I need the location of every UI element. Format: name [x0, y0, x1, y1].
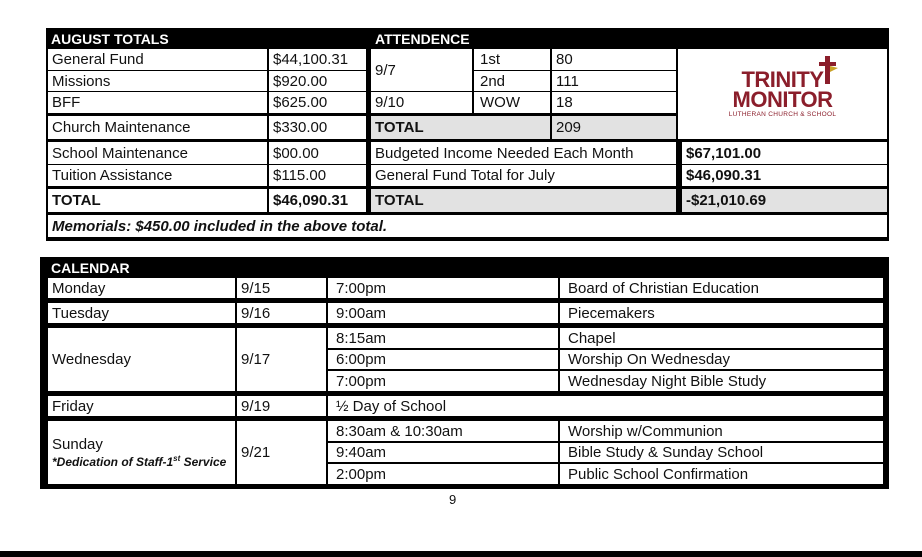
friday-note: ½ Day of School — [328, 396, 883, 416]
budget-needed-value: $67,101.00 — [682, 142, 887, 164]
attendence-service-3: WOW — [474, 92, 550, 113]
sunday-day: Sunday — [52, 436, 103, 453]
church-maintenance-value: $330.00 — [269, 116, 366, 139]
sunday-date: 9/21 — [237, 421, 326, 484]
logo-line1: TRINITY — [741, 66, 824, 92]
attendence-total-value: 209 — [552, 116, 676, 139]
wednesday-time-2: 6:00pm — [328, 350, 558, 369]
trinity-monitor-logo — [678, 49, 887, 139]
bff-value: $625.00 — [269, 92, 366, 113]
sunday-event-3: Public School Confirmation — [560, 464, 883, 484]
august-totals-header: AUGUST TOTALS — [51, 30, 169, 47]
wednesday-day: Wednesday — [48, 328, 235, 391]
school-maintenance-value: $00.00 — [269, 142, 366, 164]
monday-event: Board of Christian Education — [560, 278, 883, 298]
monday-day: Monday — [48, 278, 235, 298]
sunday-time-2: 9:40am — [328, 443, 558, 462]
tuition-assistance-value: $115.00 — [269, 165, 366, 186]
tuesday-date: 9/16 — [237, 303, 326, 323]
monday-date: 9/15 — [237, 278, 326, 298]
logo-tagline: LUTHERAN CHURCH & SCHOOL — [728, 110, 837, 118]
bottom-rule — [0, 551, 922, 557]
sunday-dedication-note: *Dedication of Staff-1st Service — [52, 454, 227, 469]
attendence-total-label: TOTAL — [371, 116, 550, 139]
school-maintenance-label: School Maintenance — [48, 142, 267, 164]
attendence-date-1: 9/7 — [371, 49, 472, 91]
calendar-header: CALENDAR — [51, 259, 130, 276]
friday-day: Friday — [48, 396, 235, 416]
wednesday-time-1: 8:15am — [328, 328, 558, 348]
logo-line2: MONITOR — [732, 86, 833, 112]
tuesday-time: 9:00am — [328, 303, 558, 323]
attendence-service-1: 1st — [474, 49, 550, 70]
attendence-count-1: 80 — [552, 49, 676, 70]
missions-label: Missions — [48, 71, 267, 91]
budget-total-label: TOTAL — [371, 189, 676, 212]
general-fund-july-label: General Fund Total for July — [371, 165, 676, 186]
memorials-note: Memorials: $450.00 included in the above total. — [48, 215, 887, 237]
wednesday-event-3: Wednesday Night Bible Study — [560, 371, 883, 391]
sunday-time-3: 2:00pm — [328, 464, 558, 484]
sunday-event-2: Bible Study & Sunday School — [560, 443, 883, 462]
attendence-date-2: 9/10 — [371, 92, 472, 113]
cross-icon — [817, 56, 839, 84]
wednesday-date: 9/17 — [237, 328, 326, 391]
sunday-day-cell — [48, 421, 235, 484]
tuesday-day: Tuesday — [48, 303, 235, 323]
tuition-assistance-label: Tuition Assistance — [48, 165, 267, 186]
general-fund-label: General Fund — [48, 49, 267, 70]
budget-needed-label: Budgeted Income Needed Each Month — [371, 142, 676, 164]
monday-time: 7:00pm — [328, 278, 558, 298]
wednesday-event-1: Chapel — [560, 328, 883, 348]
friday-date: 9/19 — [237, 396, 326, 416]
missions-value: $920.00 — [269, 71, 366, 91]
budget-total-value: -$21,010.69 — [682, 189, 887, 212]
wednesday-event-2: Worship On Wednesday — [560, 350, 883, 369]
august-total-value: $46,090.31 — [269, 189, 366, 212]
church-maintenance-label: Church Maintenance — [48, 116, 267, 139]
general-fund-value: $44,100.31 — [269, 49, 366, 70]
attendence-service-2: 2nd — [474, 71, 550, 91]
wednesday-time-3: 7:00pm — [328, 371, 558, 391]
august-total-label: TOTAL — [48, 189, 267, 212]
attendence-header: ATTENDENCE — [375, 30, 470, 47]
sunday-time-1: 8:30am & 10:30am — [328, 421, 558, 441]
tuesday-event: Piecemakers — [560, 303, 883, 323]
bff-label: BFF — [48, 92, 267, 113]
attendence-count-2: 111 — [552, 71, 676, 91]
page-number: 9 — [449, 492, 457, 507]
attendence-count-3: 18 — [552, 92, 676, 113]
sunday-event-1: Worship w/Communion — [560, 421, 883, 441]
general-fund-july-value: $46,090.31 — [682, 165, 887, 186]
